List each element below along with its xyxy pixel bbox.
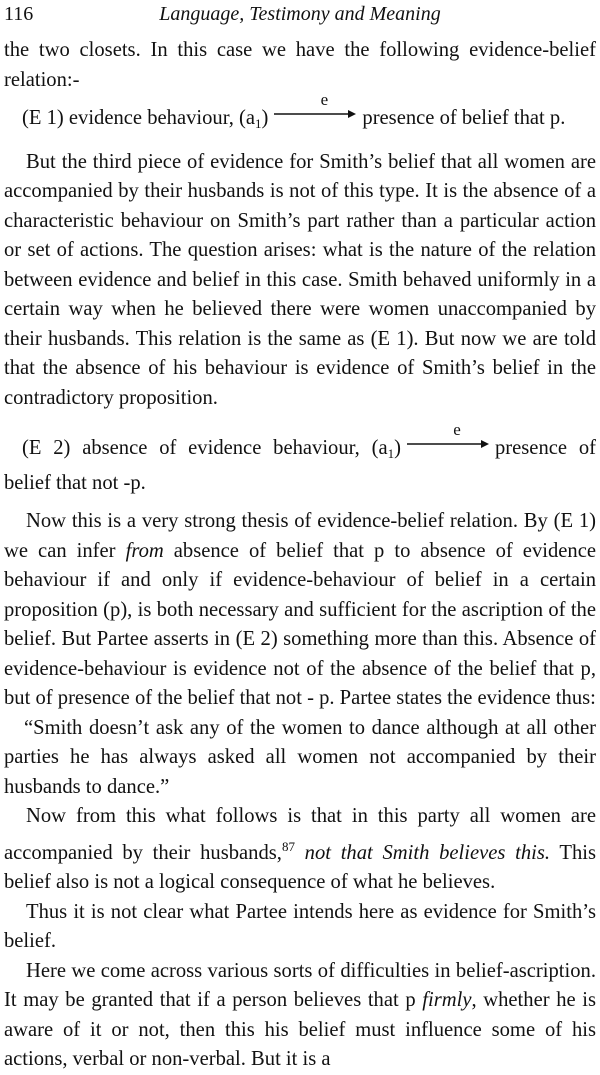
formula-e1-label: (E 1) evidence behaviour, (a bbox=[22, 107, 256, 129]
paragraph-4 bbox=[4, 802, 596, 898]
paragraph-6-part-a: Here we come across various sorts of difficulties in belief-ascription. It may be granted that if a person believes that p bbox=[4, 959, 596, 1011]
formula-e1-result: presence of belief that p. bbox=[362, 107, 566, 129]
formula-e1-close: ) bbox=[261, 107, 269, 129]
formula-e2-label: (E 2) absence of evidence behaviour, (a bbox=[22, 437, 388, 459]
paragraph-3-part-a: Now this is a very strong thesis of evidence-belief relation. By (E 1) we can infer bbox=[4, 510, 596, 562]
formula-e2-close: ) bbox=[394, 437, 401, 459]
paragraph-5: Thus it is not clear what Partee intends here as evidence for Smith’s belief. bbox=[4, 900, 596, 952]
paragraph-3 bbox=[4, 507, 596, 714]
paragraph-6 bbox=[4, 957, 596, 1075]
paragraph-1: the two closets. In this case we have the following evidence-belief relation:- bbox=[4, 39, 596, 91]
paragraph-4-emphasis: not that Smith believes this. bbox=[304, 841, 551, 864]
quotation: “Smith doesn’t ask any of the women to dance although at all other parties he has always asked all women not accompanied by their husbands to dance.” bbox=[4, 716, 596, 798]
page-number: 116 bbox=[4, 3, 34, 25]
arrow-icon bbox=[274, 107, 356, 121]
paragraph-3-part-b: absence of belief that p to absence of evidence behaviour if and only if evidence-behaviour of belief in a certain proposition (p), is both necessary and sufficient for the ascription of the belief. But Partee asserts in (E 2) something more than this. Absence of evidence-behaviour is evidence not of the absence of the belief that p, but of presence of the belief that not - p. Partee states the evidence thus: bbox=[4, 539, 596, 709]
arrow-e2-label: e bbox=[453, 420, 461, 439]
footnote-ref-87[interactable]: 87 bbox=[281, 838, 295, 854]
paragraph-2: But the third piece of evidence for Smith’s belief that all women are accompanied by their husbands is not of this type. It is the absence of a characteristic behaviour on Smith’s part rather than a particular action or set of actions. The question arises: what is the nature of the relation between evidence and belief in this case. Smith behaved uniformly in a certain way when he believed there were women unaccompanied by their husbands. This relation is the same as (E 1). But now we are told that the absence of his behaviour is evidence of Smith’s belief in the contradictory proposition. bbox=[4, 150, 596, 409]
arrow-e1-label: e bbox=[320, 90, 329, 109]
paragraph-4-part-a: Now from this what follows is that in this party all women are accompanied by their husbands, bbox=[4, 805, 596, 864]
page-header bbox=[0, 0, 600, 28]
paragraph-4-part-b: This belief also is not a logical consequence of what he believes. bbox=[4, 841, 597, 893]
formula-e2-result: presence of belief that not -p. bbox=[4, 437, 596, 494]
paragraph-6-part-b: , whether he is aware of it or not, then this his belief must influence some of his actions, verbal or non-verbal. But it is a bbox=[4, 989, 596, 1070]
formula-e2 bbox=[4, 420, 596, 498]
formula-e1-subscript: 1 bbox=[255, 116, 262, 131]
formula-e1 bbox=[4, 90, 596, 139]
arrow-e2 bbox=[407, 420, 489, 451]
formula-e2-subscript: 1 bbox=[387, 446, 395, 461]
body-text bbox=[4, 36, 596, 1075]
arrow-icon bbox=[407, 437, 489, 451]
paragraph-3-emphasis: from bbox=[125, 539, 164, 562]
paragraph-6-emphasis: firmly bbox=[422, 989, 472, 1011]
arrow-e1 bbox=[274, 90, 356, 121]
running-head: Language, Testimony and Meaning bbox=[159, 3, 441, 25]
